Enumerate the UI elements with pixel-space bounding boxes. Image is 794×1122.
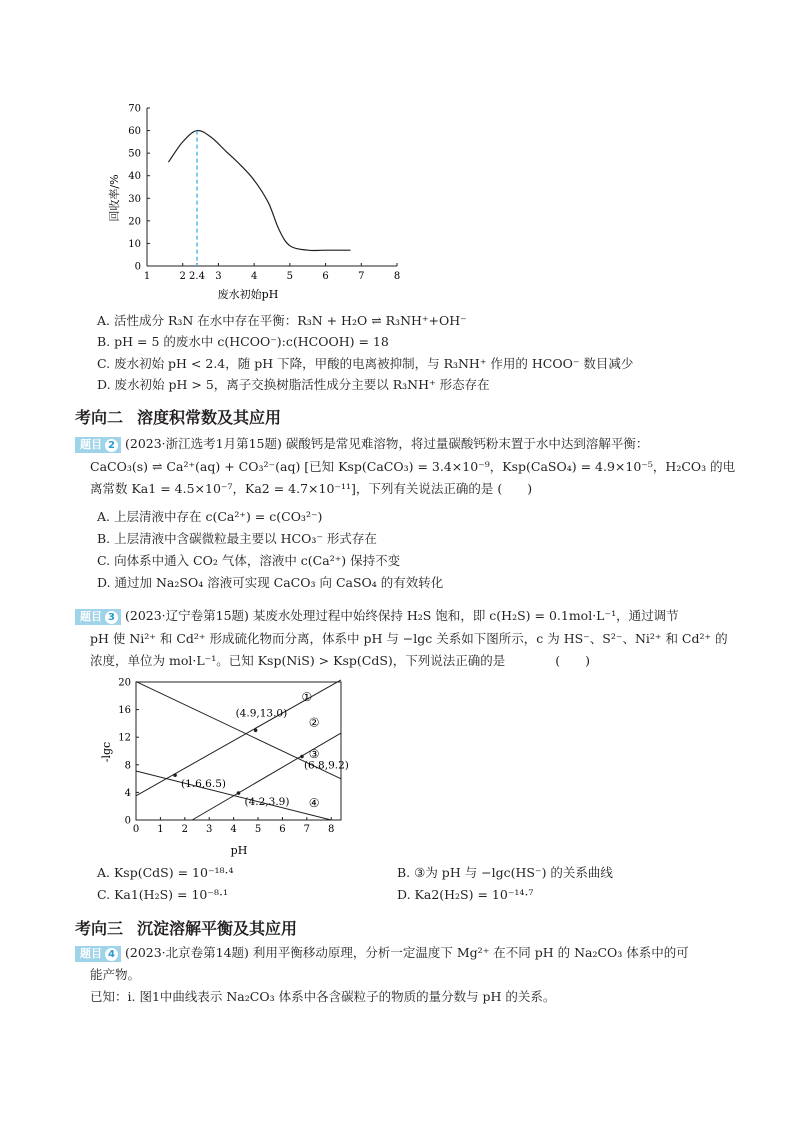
curve-label-2: ② (308, 715, 320, 730)
x-tick-label: 1 (143, 271, 151, 282)
q1-option-a: A. 活性成分 R₃N 在水中存在平衡：R₃N + H₂O ⇌ R₃NH⁺+OH⁻ (97, 313, 467, 328)
q4-line-3: 已知：i. 图1中曲线表示 Na₂CO₃ 体系中各含碳粒子的物质的量分数与 pH 的关系。 (90, 989, 556, 1004)
x-tick-label: 5 (286, 271, 294, 282)
recovery-curve (168, 130, 350, 250)
q2-line-3: 离常数 Ka1 = 4.5×10⁻⁷，Ka2 = 4.7×10⁻¹¹]，下列有关说法正确的是 ( ) (90, 481, 533, 496)
x-tick-label: 2 (181, 824, 188, 835)
x-tick-label: 2.4 (189, 271, 205, 282)
q3-option-d: D. Ka2(H₂S) = 10⁻¹⁴·⁷ (397, 887, 534, 902)
q3-line-3: 浓度，单位为 mol·L⁻¹。已知 Ksp(NiS) > Ksp(CdS)，下列说法正确的是 ( ) (90, 653, 591, 668)
question-number: 2 (105, 439, 118, 452)
q4-line-1 (75, 944, 689, 962)
y-axis-label: 回收率/% (108, 174, 121, 222)
x-tick-label: 3 (206, 824, 213, 835)
q3-option-b: B. ③为 pH 与 −lgc(HS⁻) 的关系曲线 (397, 865, 613, 880)
intersection-point (237, 791, 241, 795)
x-axis-label: 废水初始pH (217, 288, 279, 301)
q2-stem-1: (2023·浙江选考1月第15题) 碳酸钙是常见难溶物，将过量碳酸钙粉末置于水中达到溶解平衡： (124, 436, 649, 451)
q2-option-d: D. 通过加 Na₂SO₄ 溶液可实现 CaCO₃ 向 CaSO₄ 的有效转化 (97, 575, 444, 590)
x-tick-label: 4 (250, 271, 258, 282)
y-tick-label: 12 (118, 732, 131, 744)
q2-option-c: C. 向体系中通入 CO₂ 气体，溶液中 c(Ca²⁺) 保持不变 (97, 553, 401, 568)
curve-label-3: ③ (308, 746, 320, 761)
section-heading-3 (75, 916, 297, 939)
x-axis-label: pH (230, 844, 248, 857)
y-tick-label: 70 (128, 103, 141, 115)
question-badge: 题目 4 (75, 946, 121, 962)
q4-stem-1: (2023·北京卷第14题) 利用平衡移动原理，分析一定温度下 Mg²⁺ 在不同 pH 的 Na₂CO₃ 体系中的可 (124, 945, 689, 960)
section-label: 考向二 (75, 408, 124, 427)
y-tick-label: 8 (124, 760, 131, 772)
question-badge: 题目 2 (75, 437, 121, 453)
q2-option-b: B. 上层清液中含碳微粒最主要以 HCO₃⁻ 形式存在 (97, 531, 377, 546)
intersection-point (173, 773, 177, 777)
question-number: 4 (105, 948, 118, 961)
q1-option-d: D. 废水初始 pH > 5，离子交换树脂活性成分主要以 R₃NH⁺ 形态存在 (97, 377, 490, 392)
x-tick-label: 2 (179, 271, 186, 282)
q3-option-a: A. Ksp(CdS) = 10⁻¹⁸·⁴ (97, 865, 234, 880)
q2-line-1 (75, 435, 648, 453)
x-tick-label: 1 (157, 824, 164, 835)
y-tick-label: 20 (128, 216, 141, 228)
x-tick-label: 5 (254, 824, 262, 835)
y-tick-label: 40 (128, 171, 141, 183)
curve-label-1: ① (301, 690, 313, 705)
y-tick-label: 16 (118, 705, 131, 717)
curve-label-4: ④ (308, 795, 320, 810)
q2-line-2: CaCO₃(s) ⇌ Ca²⁺(aq) + CO₃²⁻(aq) [已知 Ksp(CaCO₃) = 3.4×10⁻⁹，Ksp(CaSO₄) = 4.9×10⁻⁵，H₂CO₃ 的电 (90, 459, 736, 474)
q1-option-c: C. 废水初始 pH < 2.4，随 pH 下降，甲酸的电离被抑制，与 R₃NH⁺ 作用的 HCOO⁻ 数目减少 (97, 356, 634, 371)
y-tick-label: 20 (118, 677, 131, 689)
y-tick-label: 4 (124, 787, 131, 799)
x-tick-label: 6 (279, 824, 286, 835)
x-tick-label: 0 (132, 824, 140, 835)
point-label: (4.2,3.9) (244, 796, 290, 809)
x-tick-label: 8 (328, 824, 335, 835)
section-heading-2 (75, 405, 281, 428)
y-tick-label: 60 (128, 126, 141, 138)
recovery-rate-chart (100, 98, 420, 308)
intersection-point (300, 755, 304, 759)
question-number: 3 (105, 611, 118, 624)
x-tick-label: 6 (322, 271, 329, 282)
section-title: 沉淀溶解平衡及其应用 (137, 919, 298, 938)
point-label: (6.8,9.2) (303, 759, 349, 772)
q2-option-a: A. 上层清液中存在 c(Ca²⁺) = c(CO₃²⁻) (97, 509, 323, 524)
y-tick-label: 10 (128, 238, 141, 250)
q3-stem-1: (2023·辽宁卷第15题) 某废水处理过程中始终保持 H₂S 饱和，即 c(H₂S) = 0.1mol·L⁻¹，通过调节 (124, 608, 679, 623)
question-badge: 题目 3 (75, 609, 121, 625)
q3-line-2: pH 使 Ni²⁺ 和 Cd²⁺ 形成硫化物而分离，体系中 pH 与 −lgc 关系如下图所示，c 为 HS⁻、S²⁻、Ni²⁺ 和 Cd²⁺ 的 (90, 631, 728, 646)
x-tick-label: 7 (303, 824, 311, 835)
section-label: 考向三 (75, 919, 124, 938)
x-tick-label: 7 (358, 271, 365, 282)
point-label: (1.6,6.5) (181, 778, 226, 791)
point-label: (4.9,13.0) (235, 707, 288, 720)
y-tick-label: 30 (128, 193, 141, 205)
x-tick-label: 4 (230, 824, 237, 835)
q3-option-c: C. Ka1(H₂S) = 10⁻⁸·¹ (97, 887, 228, 902)
intersection-point (254, 729, 258, 733)
q1-option-b: B. pH = 5 的废水中 c(HCOO⁻):c(HCOOH) = 18 (97, 334, 389, 349)
y-tick-label: 0 (124, 815, 131, 827)
y-tick-label: 50 (128, 148, 141, 160)
y-axis-label: -lgc (100, 741, 113, 763)
series-line-4 (136, 771, 331, 820)
x-tick-label: 3 (215, 271, 222, 282)
q3-line-1 (75, 607, 679, 625)
ph-lgc-chart (96, 672, 356, 862)
section-title: 溶度积常数及其应用 (137, 408, 282, 427)
y-tick-label: 0 (134, 261, 141, 273)
q4-line-2: 能产物。 (90, 967, 141, 982)
x-tick-label: 8 (393, 271, 401, 282)
